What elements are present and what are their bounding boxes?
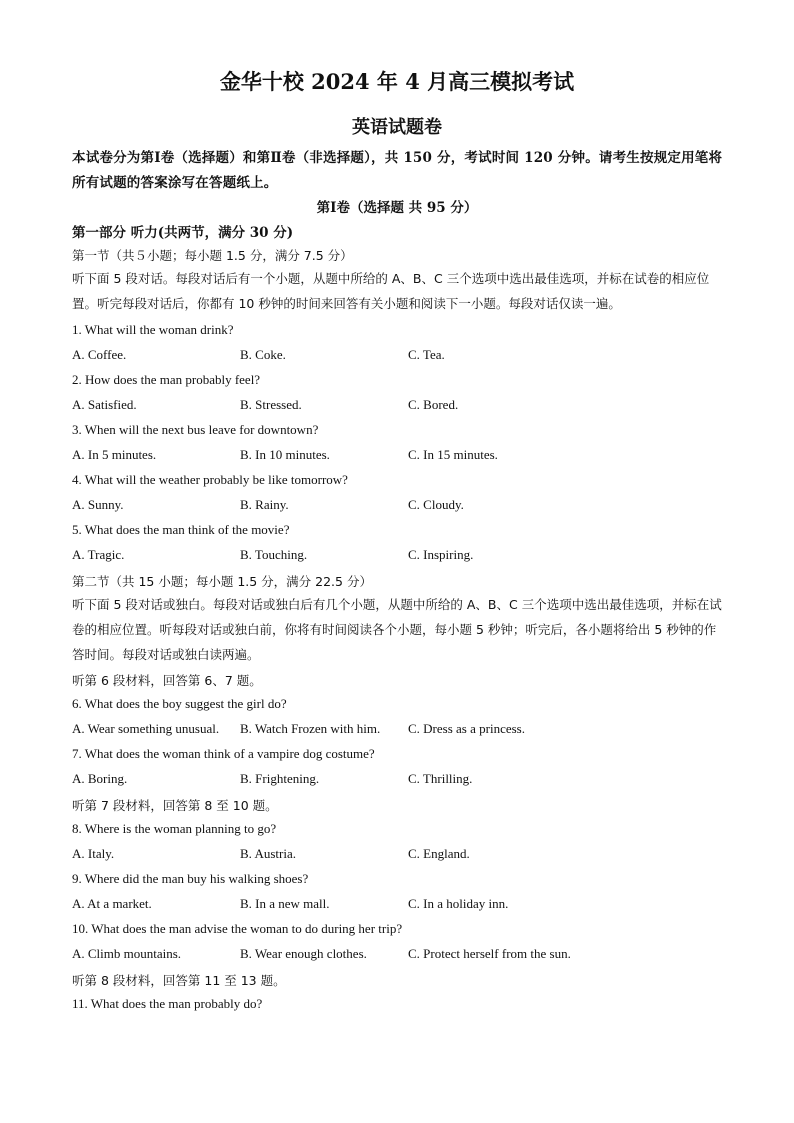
option-7a[interactable]: A. Boring. [72, 771, 128, 786]
section1-heading: 第一节（共５小题；每小题 1.5 分，满分 7.5 分） [72, 248, 353, 263]
option-4b[interactable]: B. Rainy. [240, 497, 289, 512]
question-7: 7. What does the woman think of a vampire dog costume? [72, 746, 375, 761]
exam-title: 金华十校 2024 年 4 月高三模拟考试 [219, 69, 575, 94]
option-4c[interactable]: C. Cloudy. [408, 497, 464, 512]
question-3: 3. When will the next bus leave for downtown? [72, 422, 319, 437]
option-1c[interactable]: C. Tea. [408, 347, 445, 362]
option-10c[interactable]: C. Protect herself from the sun. [408, 946, 571, 961]
section2-instructions: 听下面 5 段对话或独白。每段对话或独白后有几个小题，从题中所给的 A、B、C 三个选项中选出最佳选项，并标在试卷的相应位置。听每段对话或独白前，你将有时间阅读各个小题，每小题 5 秒钟；听完后，各小题将给出 5 秒钟的作答时间。每段对话或独白读两遍。 [72, 597, 722, 662]
section1-instructions: 听下面 5 段对话。每段对话后有一个小题，从题中所给的 A、B、C 三个选项中选出最佳选项，并标在试卷的相应位置。听完每段对话后，你都有 10 秒钟的时间来回答有关小题和阅读下一小题。每段对话仅读一遍。 [72, 271, 710, 311]
option-9b[interactable]: B. In a new mall. [240, 896, 330, 911]
question-9: 9. Where did the man buy his walking shoes? [72, 871, 309, 886]
option-2c[interactable]: C. Bored. [408, 397, 459, 412]
option-9a[interactable]: A. At a market. [72, 896, 152, 911]
option-7c[interactable]: C. Thrilling. [408, 771, 473, 786]
option-3b[interactable]: B. In 10 minutes. [240, 447, 330, 462]
option-8b[interactable]: B. Austria. [240, 846, 296, 861]
option-5a[interactable]: A. Tragic. [72, 547, 125, 562]
material-7-note: 听第 7 段材料，回答第 8 至 10 题。 [72, 798, 278, 813]
question-4: 4. What will the weather probably be like tomorrow? [72, 472, 348, 487]
part-heading: 第一部分 听力(共两节，满分 30 分) [72, 225, 294, 241]
question-8: 8. Where is the woman planning to go? [72, 821, 277, 836]
question-2: 2. How does the man probably feel? [72, 372, 261, 387]
option-2b[interactable]: B. Stressed. [240, 397, 302, 412]
volume-heading: 第Ⅰ卷（选择题 共 95 分） [316, 200, 478, 216]
exam-subtitle: 英语试题卷 [352, 117, 442, 138]
option-9c[interactable]: C. In a holiday inn. [408, 896, 509, 911]
question-1: 1. What will the woman drink? [72, 322, 234, 337]
option-6b[interactable]: B. Watch Frozen with him. [240, 721, 381, 736]
question-5: 5. What does the man think of the movie? [72, 522, 290, 537]
option-2a[interactable]: A. Satisfied. [72, 397, 137, 412]
option-1b[interactable]: B. Coke. [240, 347, 286, 362]
material-6-note: 听第 6 段材料，回答第 6、7 题。 [72, 673, 262, 688]
question-10: 10. What does the man advise the woman to do during her trip? [72, 921, 403, 936]
option-5c[interactable]: C. Inspiring. [408, 547, 474, 562]
material-8-note: 听第 8 段材料，回答第 11 至 13 题。 [72, 973, 286, 988]
question-11: 11. What does the man probably do? [72, 996, 263, 1011]
option-6a[interactable]: A. Wear something unusual. [72, 721, 220, 736]
option-10b[interactable]: B. Wear enough clothes. [240, 946, 367, 961]
exam-intro: 本试卷分为第Ⅰ卷（选择题）和第Ⅱ卷（非选择题），共 150 分，考试时间 120 分钟。请考生按规定用笔将所有试题的答案涂写在答题纸上。 [72, 150, 723, 191]
option-3c[interactable]: C. In 15 minutes. [408, 447, 498, 462]
option-4a[interactable]: A. Sunny. [72, 497, 124, 512]
option-8a[interactable]: A. Italy. [72, 846, 115, 861]
option-7b[interactable]: B. Frightening. [240, 771, 320, 786]
option-6c[interactable]: C. Dress as a princess. [408, 721, 525, 736]
section2-heading: 第二节（共 15 小题；每小题 1.5 分，满分 22.5 分） [72, 574, 372, 589]
option-10a[interactable]: A. Climb mountains. [72, 946, 182, 961]
option-5b[interactable]: B. Touching. [240, 547, 308, 562]
question-6: 6. What does the boy suggest the girl do? [72, 696, 287, 711]
option-3a[interactable]: A. In 5 minutes. [72, 447, 157, 462]
option-1a[interactable]: A. Coffee. [72, 347, 127, 362]
option-8c[interactable]: C. England. [408, 846, 470, 861]
